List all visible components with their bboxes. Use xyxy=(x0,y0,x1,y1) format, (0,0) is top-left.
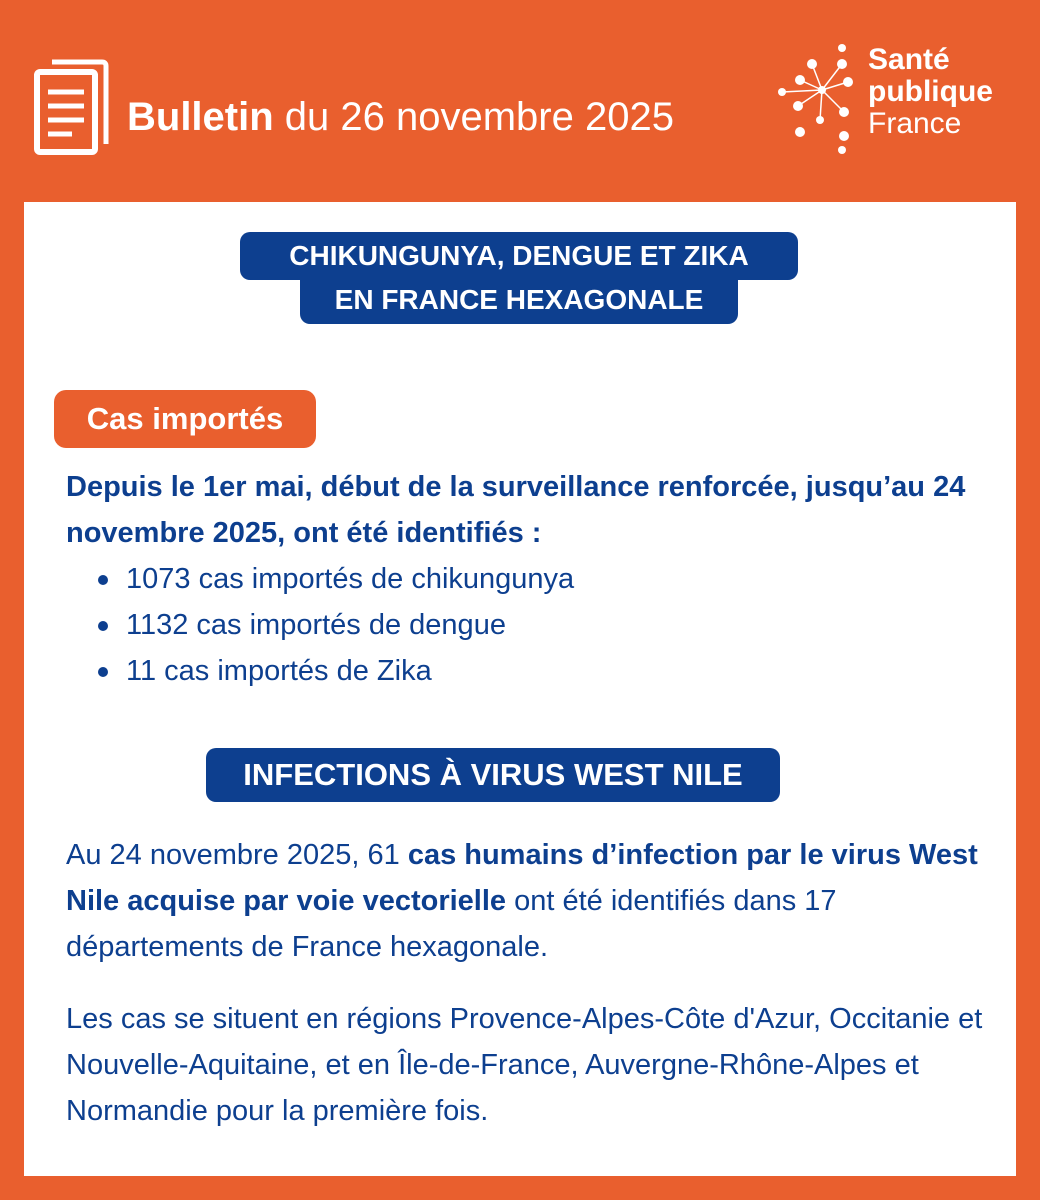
west-nile-paragraph-2: Les cas se situent en régions Provence-Alpes-Côte d'Azur, Occitanie et Nouvelle-Aquitaine, et en Île-de-France, Auvergne-Rhône-Alpes et Normandie pour la première fois. xyxy=(66,1003,983,1127)
bullet-icon xyxy=(98,621,108,631)
bullet-icon xyxy=(98,667,108,677)
list-item xyxy=(96,602,574,648)
imported-cases-list xyxy=(96,556,574,694)
imported-cases-badge: Cas importés xyxy=(54,390,316,448)
logo-line-publique: publique xyxy=(868,75,993,108)
para1-bold: cas humains d’infection par le virus West Nile acquise par voie vectorielle xyxy=(66,839,978,917)
para1-start: Au 24 novembre 2025, 61 xyxy=(66,839,408,871)
sante-publique-france-logo xyxy=(776,40,1016,158)
list-item xyxy=(96,648,574,694)
document-icon xyxy=(32,58,112,158)
section2-title: INFECTIONS À VIRUS WEST NILE xyxy=(206,748,780,802)
bullet-icon xyxy=(98,575,108,585)
network-logo-icon xyxy=(776,40,866,158)
section1-title-line2: EN FRANCE HEXAGONALE xyxy=(300,276,738,324)
bulletin-date: du 26 novembre 2025 xyxy=(273,95,674,139)
header xyxy=(0,0,1040,200)
list-item xyxy=(96,556,574,602)
west-nile-paragraph-1 xyxy=(66,832,996,970)
case-dengue: 1132 cas importés de dengue xyxy=(126,609,506,641)
logo-line-sante: Santé xyxy=(868,43,950,76)
case-chikungunya: 1073 cas importés de chikungunya xyxy=(126,563,575,595)
para1-end: ont été identifiés dans 17 départements de France hexagonale. xyxy=(66,885,837,963)
case-zika: 11 cas importés de Zika xyxy=(126,655,432,687)
logo-line-france: France xyxy=(868,107,962,140)
bulletin-title xyxy=(127,93,674,141)
content-panel xyxy=(24,202,1016,1176)
bulletin-label: Bulletin xyxy=(127,95,274,139)
surveillance-intro: Depuis le 1er mai, début de la surveillance renforcée, jusqu’au 24 novembre 2025, ont été identifiés : xyxy=(66,471,966,549)
section1-title-line1: CHIKUNGUNYA, DENGUE ET ZIKA xyxy=(240,232,798,280)
logo-text xyxy=(868,44,993,140)
